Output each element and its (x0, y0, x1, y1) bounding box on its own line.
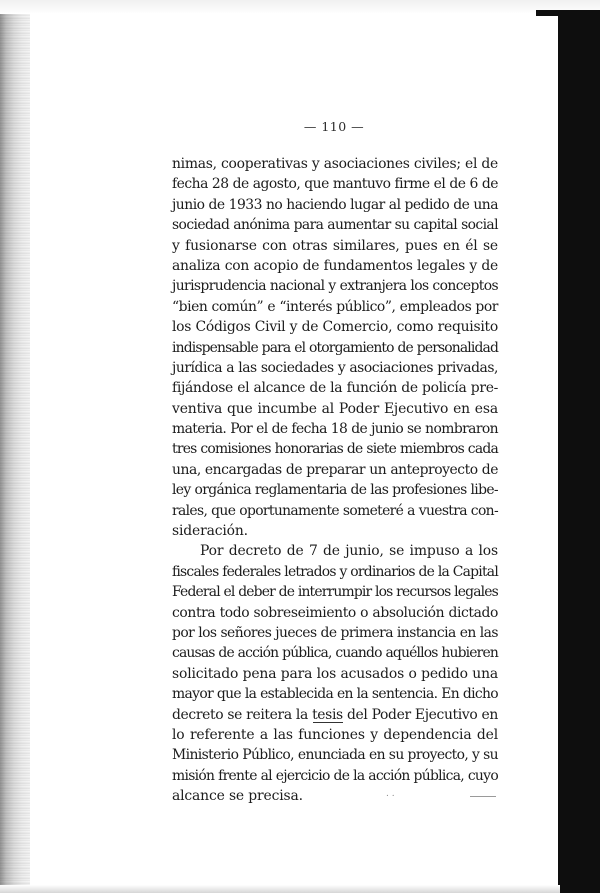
text-line: ley orgánica reglamentaria de las profesiones libe- (172, 482, 498, 499)
page-number: — 110 — (303, 119, 365, 134)
scan-right-border-cap (536, 10, 600, 16)
text-line: y fusionarse con otras similares, pues en él se (172, 237, 498, 254)
text-line: una, encargadas de preparar un anteproyecto de (172, 461, 498, 478)
section-end-rule (313, 722, 343, 723)
text-line: sociedad anónima para aumentar su capital social (172, 217, 498, 234)
text-line: indispensable para el otorgamiento de personalidad (172, 339, 498, 356)
text-line: causas de acción pública, cuando aquéllos hubieren (172, 645, 498, 662)
text-line: Por decreto de 7 de junio, se impuso a los (200, 543, 498, 560)
scan-stray-line (470, 796, 496, 797)
text-line: jurídica a las sociedades y asociaciones privadas, (172, 359, 498, 376)
text-line: nimas, cooperativas y asociaciones civiles; el de (172, 156, 498, 172)
text-line: rales, que oportunamente someteré a vuestra con- (172, 502, 498, 519)
text-line: decreto se reitera la tesis del Poder Ejecutivo en (172, 706, 498, 723)
text-line: junio de 1933 no haciendo lugar al pedido de una (172, 196, 498, 213)
text-line: los Códigos Civil y de Comercio, como requisito (172, 319, 498, 336)
text-line: “bien común” e “interés público”, empleados por (172, 298, 498, 315)
scan-right-border (558, 10, 600, 893)
text-line: fiscales federales letrados y ordinarios de la Capital (172, 563, 498, 580)
text-line: jurisprudencia nacional y extranjera los conceptos (172, 278, 498, 295)
text-line: Ministerio Público, enunciada en su proyecto, y su (172, 747, 498, 764)
scan-top-edge (0, 0, 600, 14)
text-line: alcance se precisa. (172, 788, 303, 805)
text-line: tres comisiones honorarias de siete miembros cada (172, 441, 498, 458)
scan-speck: . . (386, 789, 395, 799)
text-line: por los señores jueces de primera instancia en las (172, 624, 498, 641)
text-line: ventiva que incumbe al Poder Ejecutivo en esa (172, 400, 498, 417)
text-line: analiza con acopio de fundamentos legales y de (172, 257, 498, 274)
text-line: Federal el deber de interrumpir los recursos legales (172, 584, 498, 601)
text-line: materia. Por el de fecha 18 de junio se nombraron (172, 421, 498, 438)
text-line: fijándose el alcance de la función de policía pre- (172, 380, 498, 397)
text-line: mayor que la establecida en la sentencia. En dicho (172, 686, 498, 703)
text-line: solicitado pena para los acusados o pedido una (172, 665, 498, 682)
text-line: contra todo sobreseimiento o absolución dictado (172, 604, 498, 621)
text-line: fecha 28 de agosto, que mantuvo firme el de 6 de (172, 176, 498, 193)
document-body (172, 154, 498, 807)
text-line: sideración. (172, 523, 248, 540)
scan-bottom-edge (0, 885, 560, 893)
text-line: misión frente al ejercicio de la acción pública, cuyo (172, 767, 498, 784)
text-line: lo referente a las funciones y dependencia del (172, 726, 498, 743)
